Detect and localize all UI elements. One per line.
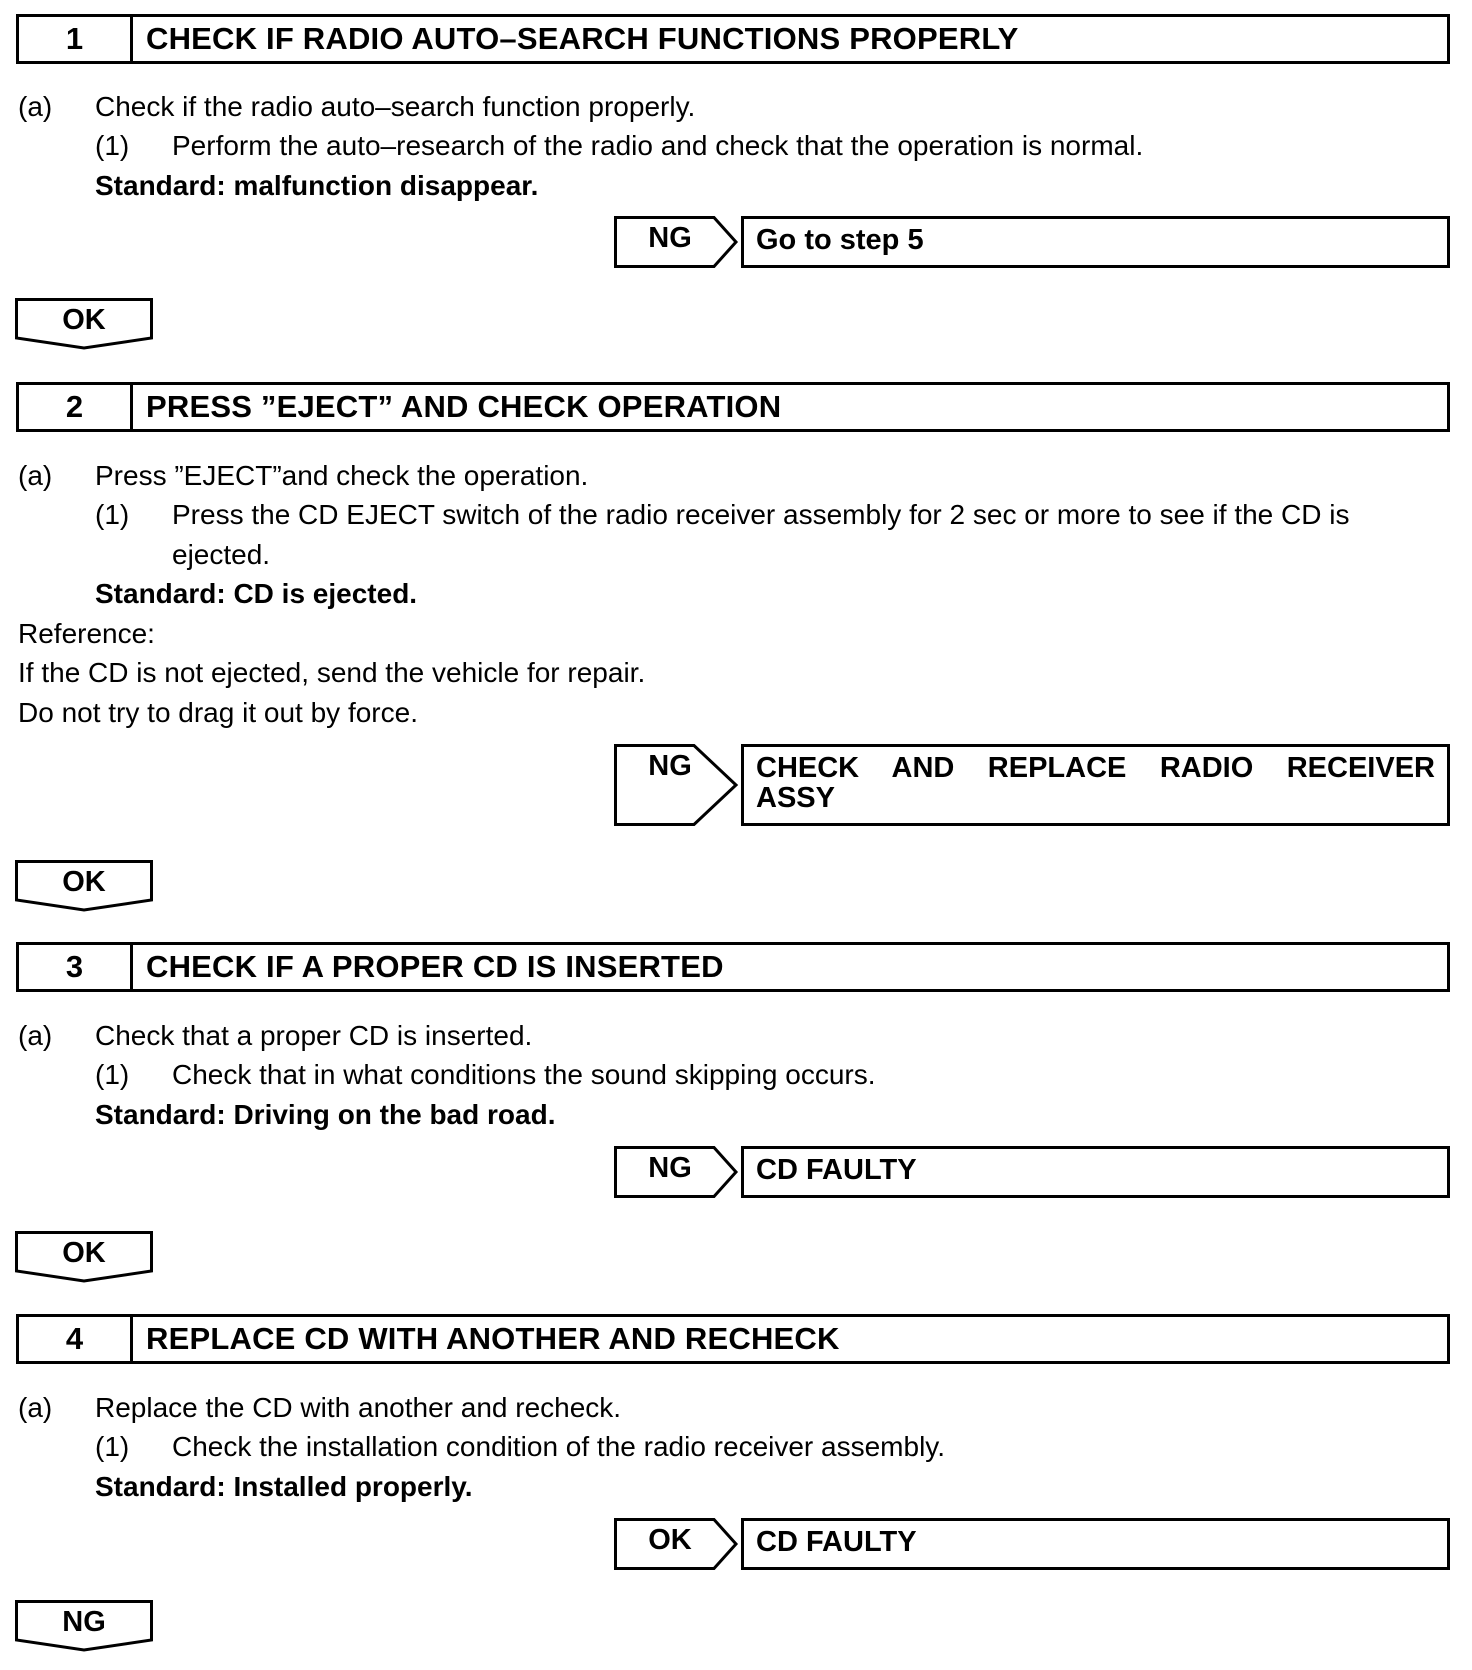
- step-number: 1: [19, 17, 133, 61]
- branch-result: CD FAULTY: [741, 1518, 1450, 1570]
- branch-label: NG: [648, 750, 692, 782]
- continue-label: OK: [62, 866, 106, 898]
- ng-branch-arrow: [614, 216, 739, 268]
- subitem-text: Perform the auto–research of the radio and check that the operation is normal.: [172, 130, 1144, 161]
- standard-text: Standard: Driving on the bad road.: [95, 1099, 556, 1130]
- item-text: Check that a proper CD is inserted.: [95, 1020, 533, 1051]
- branch-result: CHECK AND REPLACE RADIO RECEIVER ASSY: [741, 744, 1450, 826]
- branch-label: OK: [648, 1524, 692, 1556]
- step-title: CHECK IF RADIO AUTO–SEARCH FUNCTIONS PROPERLY: [146, 21, 1019, 56]
- subitem-marker: (1): [95, 1059, 130, 1090]
- continue-label: OK: [62, 1237, 106, 1269]
- reference-title: Reference:: [18, 618, 155, 649]
- standard-text: Standard: Installed properly.: [95, 1471, 473, 1502]
- standard-text: Standard: CD is ejected.: [95, 578, 418, 609]
- step-title: REPLACE CD WITH ANOTHER AND RECHECK: [146, 1321, 840, 1356]
- standard-text: Standard: malfunction disappear.: [95, 170, 539, 201]
- step-number: 4: [19, 1317, 133, 1361]
- continue-label: OK: [62, 304, 106, 336]
- ng-branch-arrow: [614, 744, 739, 826]
- step-1-header: [16, 14, 1450, 64]
- item-marker: (a): [18, 91, 53, 122]
- subitem-text: Press the CD EJECT switch of the radio receiver assembly for 2 sec or more to see if the CD is: [172, 499, 1350, 530]
- subitem-marker: (1): [95, 499, 130, 530]
- ok-branch-arrow: [614, 1518, 739, 1570]
- continue-label: NG: [62, 1606, 106, 1638]
- subitem-text: Check the installation condition of the radio receiver assembly.: [172, 1431, 945, 1462]
- reference-text: If the CD is not ejected, send the vehicle for repair.: [18, 657, 646, 688]
- item-text: Replace the CD with another and recheck.: [95, 1392, 622, 1423]
- item-marker: (a): [18, 460, 53, 491]
- branch-label: NG: [648, 222, 692, 254]
- continue-tab: [15, 298, 153, 350]
- item-marker: (a): [18, 1020, 53, 1051]
- item-text: Press ”EJECT”and check the operation.: [95, 460, 589, 491]
- branch-result: Go to step 5: [741, 216, 1450, 268]
- item-marker: (a): [18, 1392, 53, 1423]
- subitem-marker: (1): [95, 1431, 130, 1462]
- subitem-text-cont: ejected.: [172, 539, 271, 570]
- step-2-header: [16, 382, 1450, 432]
- subitem-marker: (1): [95, 130, 130, 161]
- continue-tab: [15, 1231, 153, 1283]
- branch-label: NG: [648, 1152, 692, 1184]
- step-number: 2: [19, 385, 133, 429]
- step-title: PRESS ”EJECT” AND CHECK OPERATION: [146, 389, 782, 424]
- branch-result: CD FAULTY: [741, 1146, 1450, 1198]
- step-3-header: [16, 942, 1450, 992]
- step-title: CHECK IF A PROPER CD IS INSERTED: [146, 949, 724, 984]
- subitem-text: Check that in what conditions the sound skipping occurs.: [172, 1059, 876, 1090]
- reference-text: Do not try to drag it out by force.: [18, 697, 418, 728]
- continue-tab: [15, 1600, 153, 1652]
- step-4-header: [16, 1314, 1450, 1364]
- ng-branch-arrow: [614, 1146, 739, 1198]
- continue-tab: [15, 860, 153, 912]
- item-text: Check if the radio auto–search function properly.: [95, 91, 696, 122]
- step-number: 3: [19, 945, 133, 989]
